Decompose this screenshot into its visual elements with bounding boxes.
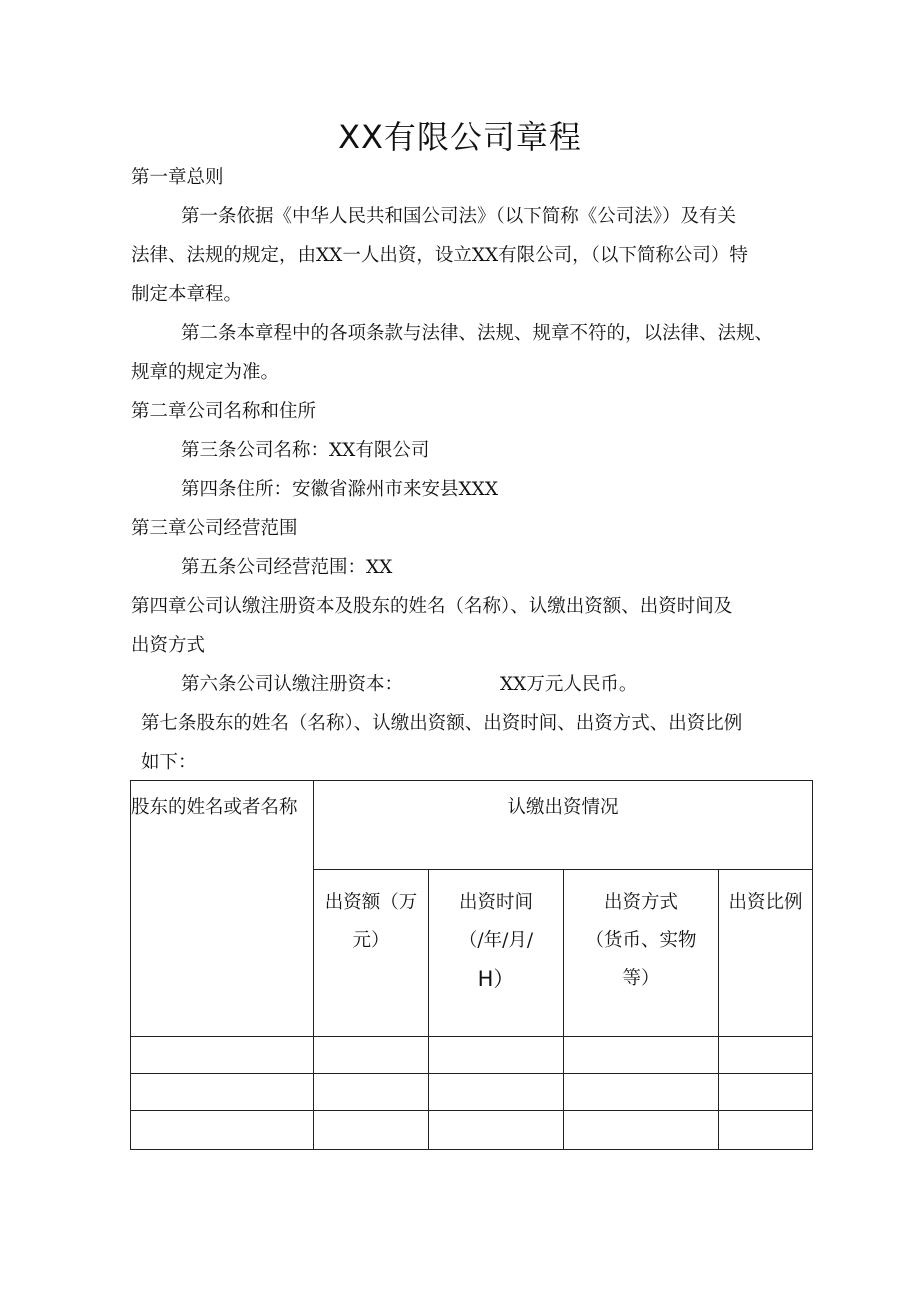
chapter-4-heading-line-2: 出资方式 — [131, 635, 206, 656]
table-cell — [131, 1037, 314, 1074]
header-time-line-1: 出资时间 — [458, 892, 533, 913]
header-shareholder-name-text: 股东的姓名或者名称 — [131, 797, 298, 818]
article-1-line-1: 第一条依据《中华人民共和国公司法》（以下简称《公司法》）及有关 — [181, 206, 737, 227]
document-title: XX有限公司章程 — [338, 118, 582, 156]
header-method — [564, 870, 719, 1037]
shareholder-table — [130, 780, 813, 1150]
article-6-value: XX万元人民币。 — [500, 674, 638, 695]
article-6-label: 第六条公司认缴注册资本： — [181, 674, 404, 695]
table-cell — [429, 1037, 564, 1074]
header-time-line-3: H） — [477, 967, 515, 991]
article-2-line-1: 第二条本章程中的各项条款与法律、法规、规章不符的，以法律、法规、 — [181, 323, 774, 344]
chapter-2-heading: 第二章公司名称和住所 — [131, 401, 317, 422]
article-1-line-3: 制定本章程。 — [131, 284, 243, 305]
header-method-line-1: 出资方式 — [603, 892, 678, 913]
table-cell — [719, 1074, 813, 1111]
chapter-1-heading: 第一章总则 — [131, 167, 224, 188]
header-method-line-3: 等） — [622, 968, 660, 989]
article-3: 第三条公司名称：XX有限公司 — [181, 440, 430, 461]
table-cell — [719, 1111, 813, 1150]
header-ratio — [719, 870, 813, 1037]
table-cell — [719, 1037, 813, 1074]
header-amount-line-2: 元） — [352, 930, 390, 951]
article-7-line-2: 如下： — [141, 752, 197, 773]
header-ratio-text: 出资比例 — [728, 892, 803, 913]
header-method-line-2: （货币、实物 — [585, 930, 697, 951]
table-cell — [314, 1111, 429, 1150]
table-cell — [564, 1074, 719, 1111]
header-time-line-2: （/年/月/ — [458, 930, 534, 951]
header-contribution-group-text: 认缴出资情况 — [507, 797, 619, 818]
header-amount — [314, 870, 429, 1037]
header-time — [429, 870, 564, 1037]
header-shareholder-name — [131, 781, 314, 1037]
table-cell — [564, 1037, 719, 1074]
table-cell — [131, 1111, 314, 1150]
header-amount-line-1: 出资额（万 — [324, 892, 418, 913]
table-row — [131, 1074, 813, 1111]
table-cell — [314, 1074, 429, 1111]
chapter-4-heading-line-1: 第四章公司认缴注册资本及股东的姓名（名称）、认缴出资额、出资时间及 — [131, 596, 733, 617]
table-cell — [131, 1074, 314, 1111]
table-cell — [314, 1037, 429, 1074]
article-2-line-2: 规章的规定为准。 — [131, 362, 280, 383]
article-5: 第五条公司经营范围：XX — [181, 557, 393, 578]
table-cell — [429, 1111, 564, 1150]
table-cell — [564, 1111, 719, 1150]
table-row — [131, 1037, 813, 1074]
table-row — [131, 1111, 813, 1150]
article-1-line-2: 法律、法规的规定，由XX一人出资，设立XX有限公司，（以下简称公司）特 — [131, 245, 748, 266]
article-4: 第四条住所：安徽省滁州市来安县XXX — [181, 479, 499, 500]
header-contribution-group — [314, 781, 813, 870]
chapter-3-heading: 第三章公司经营范围 — [131, 518, 298, 539]
table-cell — [429, 1074, 564, 1111]
article-7-line-1: 第七条股东的姓名（名称）、认缴出资额、出资时间、出资方式、出资比例 — [141, 713, 743, 734]
